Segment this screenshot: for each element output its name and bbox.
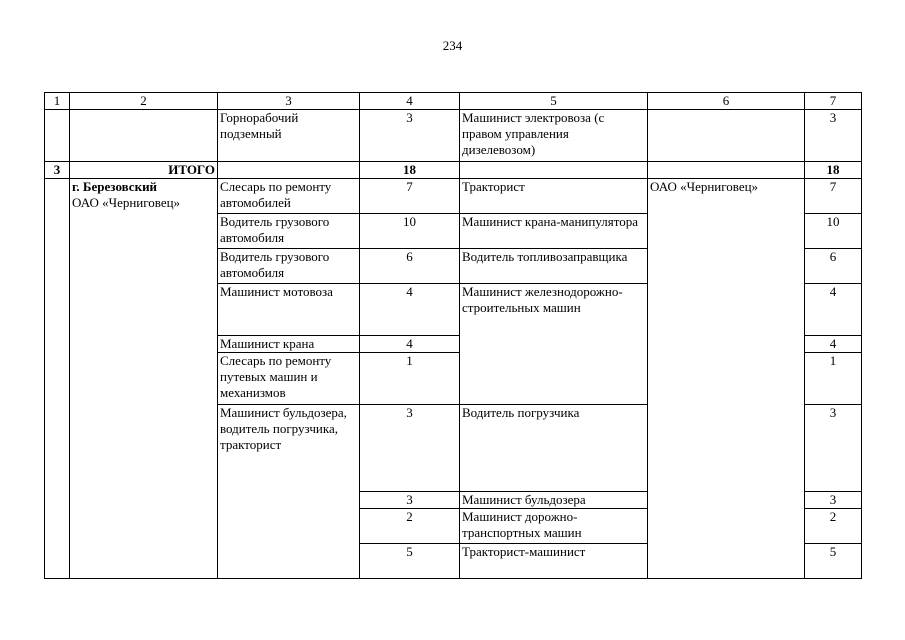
header-col-4: 4 xyxy=(360,93,460,110)
count-cell: 10 xyxy=(805,214,862,249)
count-cell: 4 xyxy=(805,336,862,353)
profession-cell: Машинист мотовоза xyxy=(218,284,360,336)
count-cell: 4 xyxy=(360,336,460,353)
count-cell: 3 xyxy=(805,405,862,492)
header-col-1: 1 xyxy=(45,93,70,110)
count-cell: 5 xyxy=(360,544,460,579)
profession-cell: Слесарь по ремонту путевых машин и механизмов xyxy=(218,353,360,405)
total-label: ИТОГО xyxy=(70,162,218,179)
profession-cell: Машинист бульдозера, водитель погрузчика, тракторист xyxy=(218,405,360,579)
cell-empty xyxy=(648,162,805,179)
count-cell: 6 xyxy=(360,249,460,284)
total-count: 18 xyxy=(805,162,862,179)
count-cell: 4 xyxy=(360,284,460,336)
profession-cell: Машинист дорожно-транспортных машин xyxy=(460,509,648,544)
cell-empty xyxy=(70,110,218,162)
table-row xyxy=(45,110,862,162)
total-index: 3 xyxy=(45,162,70,179)
profession-cell: Водитель грузового автомобиля xyxy=(218,214,360,249)
count-cell: 3 xyxy=(805,110,862,162)
count-cell: 5 xyxy=(805,544,862,579)
cell-empty xyxy=(45,110,70,162)
profession-cell: Тракторист xyxy=(460,179,648,214)
count-cell: 3 xyxy=(360,110,460,162)
profession-cell: Машинист железнодорожно-строительных машин xyxy=(460,284,648,405)
count-cell: 10 xyxy=(360,214,460,249)
header-col-2: 2 xyxy=(70,93,218,110)
header-col-7: 7 xyxy=(805,93,862,110)
profession-cell: Водитель грузового автомобиля xyxy=(218,249,360,284)
profession-cell: Машинист электровоза (с правом управления дизелевозом) xyxy=(460,110,648,162)
count-cell: 3 xyxy=(360,492,460,509)
total-row xyxy=(45,162,862,179)
location-org: ОАО «Черниговец» xyxy=(72,195,181,210)
cell-empty xyxy=(460,162,648,179)
staffing-table xyxy=(44,92,862,579)
count-cell: 7 xyxy=(805,179,862,214)
header-col-3: 3 xyxy=(218,93,360,110)
page-number: 234 xyxy=(442,38,463,53)
header-row xyxy=(45,93,862,110)
location-cell xyxy=(70,179,218,579)
count-cell: 4 xyxy=(805,284,862,336)
cell-empty xyxy=(45,179,70,579)
profession-cell: Машинист крана xyxy=(218,336,360,353)
header-col-5: 5 xyxy=(460,93,648,110)
profession-cell: Тракторист-машинист xyxy=(460,544,648,579)
count-cell: 3 xyxy=(805,492,862,509)
profession-cell: Машинист крана-манипулятора xyxy=(460,214,648,249)
count-cell: 2 xyxy=(360,509,460,544)
table-row xyxy=(45,179,862,214)
cell-empty xyxy=(648,110,805,162)
profession-cell: Машинист бульдозера xyxy=(460,492,648,509)
employer-cell: ОАО «Черниговец» xyxy=(648,179,805,579)
cell-empty xyxy=(218,162,360,179)
profession-cell: Водитель топливозаправщика xyxy=(460,249,648,284)
count-cell: 1 xyxy=(360,353,460,405)
profession-cell: Горнорабочий подземный xyxy=(218,110,360,162)
profession-cell: Слесарь по ремонту автомобилей xyxy=(218,179,360,214)
count-cell: 2 xyxy=(805,509,862,544)
profession-cell: Водитель погрузчика xyxy=(460,405,648,492)
count-cell: 6 xyxy=(805,249,862,284)
count-cell: 1 xyxy=(805,353,862,405)
total-count: 18 xyxy=(360,162,460,179)
count-cell: 7 xyxy=(360,179,460,214)
count-cell: 3 xyxy=(360,405,460,492)
header-col-6: 6 xyxy=(648,93,805,110)
location-city: г. Березовский xyxy=(72,179,158,194)
